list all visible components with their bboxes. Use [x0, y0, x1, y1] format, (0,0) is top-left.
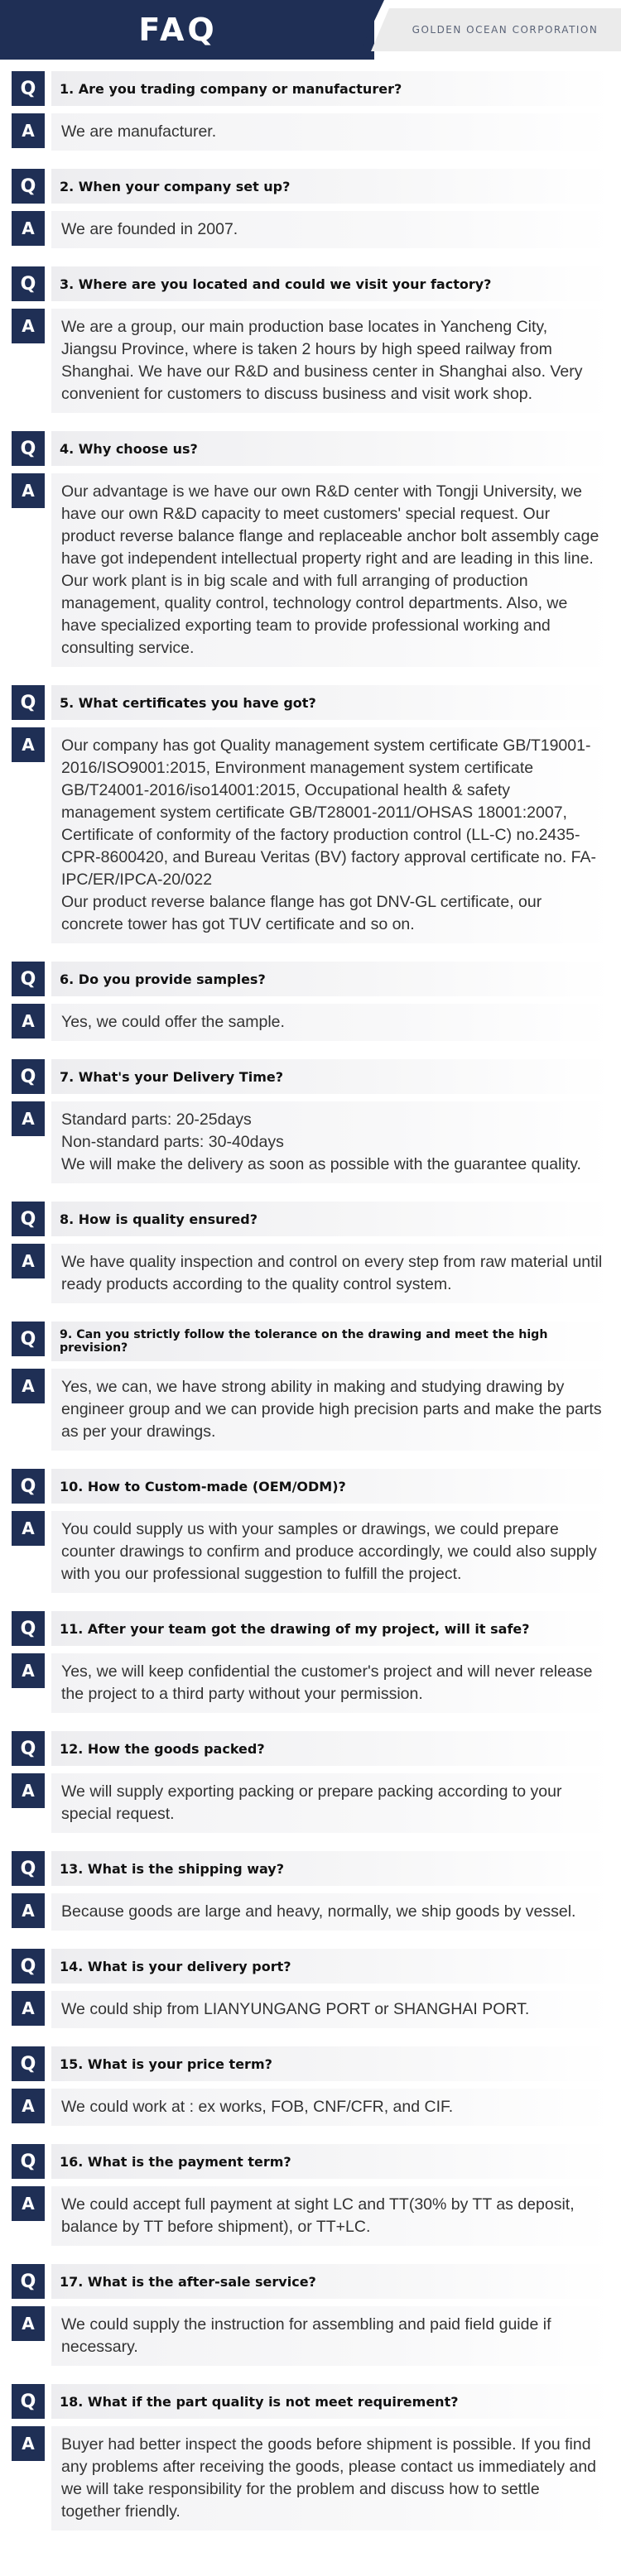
question-row [12, 1202, 613, 1236]
answer-text [51, 727, 613, 943]
answer-text [51, 1893, 613, 1931]
question-badge-icon: Q [12, 71, 45, 106]
faq-item [12, 685, 613, 943]
faq-header [0, 0, 621, 60]
faq-item [12, 431, 613, 667]
answer-line: Buyer had better inspect the goods before shipment is possible. If you find any problems after receiving the goods, please contact us immediately and we will take responsibility for the problem and discuss how to settle together friendly. [61, 2435, 597, 2521]
faq-item [12, 2144, 613, 2246]
question-text: 6. Do you provide samples? [51, 962, 613, 996]
question-text: 3. Where are you located and could we visit your factory? [51, 266, 613, 301]
answer-row [12, 2089, 613, 2126]
faq-item [12, 2384, 613, 2530]
answer-badge-icon: A [12, 2089, 45, 2123]
answer-line: Yes, we could offer the sample. [61, 1013, 285, 1031]
question-text: 12. How the goods packed? [51, 1731, 613, 1766]
question-text: 1. Are you trading company or manufacturer? [51, 71, 613, 106]
faq-item [12, 1059, 613, 1183]
answer-line: Yes, we can, we have strong ability in making and studying drawing by engineer group and we can provide high precision parts and make the parts as per your drawings. [61, 1378, 602, 1441]
question-row [12, 1949, 613, 1984]
question-row [12, 2046, 613, 2081]
answer-text [51, 473, 613, 667]
answer-row [12, 1991, 613, 2028]
answer-line: Our advantage is we have our own R&D center with Tongji University, we have our own R&D capacity to meet customers' special request. Our product reverse balance flange and replaceable anchor bolt assembly cage have got independent intellectual property right and are leading in this line. Our work plant is in big scale and with full arranging of production management, quality control, technology control departments. Also, we have specialized exporting team to provide professional working and consulting service. [61, 482, 599, 657]
answer-text [51, 1653, 613, 1713]
answer-badge-icon: A [12, 1511, 45, 1546]
faq-item [12, 1851, 613, 1931]
answer-row [12, 1511, 613, 1593]
answer-badge-icon: A [12, 1653, 45, 1688]
answer-text [51, 2426, 613, 2530]
question-badge-icon: Q [12, 2384, 45, 2419]
answer-badge-icon: A [12, 1369, 45, 1403]
answer-text [51, 2186, 613, 2246]
faq-item [12, 1611, 613, 1713]
answer-line: We could supply the instruction for assembling and paid field guide if necessary. [61, 2315, 551, 2356]
faq-item [12, 71, 613, 151]
faq-item [12, 1949, 613, 2028]
question-text: 11. After your team got the drawing of my project, will it safe? [51, 1611, 613, 1646]
answer-row [12, 2306, 613, 2366]
question-row [12, 1611, 613, 1646]
answer-badge-icon: A [12, 2306, 45, 2341]
question-row [12, 2144, 613, 2179]
answer-line: Non-standard parts: 30-40days [61, 1133, 284, 1151]
question-text: 9. Can you strictly follow the tolerance on the drawing and meet the high prevision? [51, 1322, 613, 1361]
answer-badge-icon: A [12, 309, 45, 343]
faq-item [12, 1322, 613, 1451]
question-badge-icon: Q [12, 1322, 45, 1356]
answer-text [51, 211, 613, 248]
question-row [12, 169, 613, 204]
question-badge-icon: Q [12, 1949, 45, 1984]
answer-row [12, 211, 613, 248]
faq-item [12, 1731, 613, 1833]
faq-item [12, 962, 613, 1041]
answer-line: We are a group, our main production base locates in Yancheng City, Jiangsu Province, where is taken 2 hours by high speed railway from Shanghai. We have our R&D and business center in Shanghai also. Very convenient for customers to discuss business and visit work shop. [61, 318, 583, 403]
question-row [12, 1851, 613, 1886]
question-badge-icon: Q [12, 1731, 45, 1766]
answer-text [51, 1244, 613, 1303]
answer-text [51, 2306, 613, 2366]
question-badge-icon: Q [12, 2144, 45, 2179]
answer-row [12, 1653, 613, 1713]
question-badge-icon: Q [12, 2264, 45, 2299]
question-row [12, 685, 613, 720]
answer-text [51, 309, 613, 413]
answer-text [51, 113, 613, 151]
answer-text [51, 1773, 613, 1833]
answer-text [51, 1991, 613, 2028]
faq-item [12, 2046, 613, 2126]
answer-line: You could supply us with your samples or drawings, we could prepare counter drawings to confirm and produce accordingly, we could also supply with you our professional suggestion to fulfill the project. [61, 1520, 597, 1583]
question-row [12, 2384, 613, 2419]
answer-line: Because goods are large and heavy, normally, we ship goods by vessel. [61, 1902, 576, 1921]
question-row [12, 1731, 613, 1766]
answer-line: We are founded in 2007. [61, 220, 238, 238]
header-gray-wedge [371, 8, 389, 51]
question-row [12, 1322, 613, 1361]
question-badge-icon: Q [12, 169, 45, 204]
question-text: 18. What if the part quality is not meet requirement? [51, 2384, 613, 2419]
question-badge-icon: Q [12, 2046, 45, 2081]
answer-text [51, 1511, 613, 1593]
faq-item [12, 169, 613, 248]
answer-row [12, 1244, 613, 1303]
question-badge-icon: Q [12, 1611, 45, 1646]
answer-text [51, 1369, 613, 1451]
answer-badge-icon: A [12, 727, 45, 762]
faq-item [12, 2264, 613, 2366]
question-badge-icon: Q [12, 1851, 45, 1886]
faq-list [0, 60, 621, 2565]
faq-item [12, 1469, 613, 1593]
question-row [12, 1469, 613, 1504]
question-row [12, 431, 613, 466]
answer-row [12, 1004, 613, 1041]
faq-item [12, 266, 613, 413]
answer-row [12, 1101, 613, 1183]
question-row [12, 266, 613, 301]
answer-text [51, 1004, 613, 1041]
question-text: 8. How is quality ensured? [51, 1202, 613, 1236]
answer-badge-icon: A [12, 2426, 45, 2461]
answer-badge-icon: A [12, 1101, 45, 1136]
question-badge-icon: Q [12, 685, 45, 720]
answer-text [51, 2089, 613, 2126]
question-text: 13. What is the shipping way? [51, 1851, 613, 1886]
answer-badge-icon: A [12, 473, 45, 508]
answer-row [12, 113, 613, 151]
answer-row [12, 2186, 613, 2246]
answer-badge-icon: A [12, 113, 45, 148]
answer-badge-icon: A [12, 211, 45, 246]
question-text: 17. What is the after-sale service? [51, 2264, 613, 2299]
answer-line: Standard parts: 20-25days [61, 1111, 252, 1129]
answer-row [12, 1773, 613, 1833]
answer-row [12, 727, 613, 943]
question-text: 10. How to Custom-made (OEM/ODM)? [51, 1469, 613, 1504]
question-text: 5. What certificates you have got? [51, 685, 613, 720]
question-text: 4. Why choose us? [51, 431, 613, 466]
question-badge-icon: Q [12, 1469, 45, 1504]
question-row [12, 71, 613, 106]
faq-item [12, 1202, 613, 1303]
answer-line: We are manufacturer. [61, 122, 217, 141]
answer-row [12, 473, 613, 667]
question-badge-icon: Q [12, 962, 45, 996]
question-text: 2. When your company set up? [51, 169, 613, 204]
answer-row [12, 1369, 613, 1451]
answer-line: We have quality inspection and control on every step from raw material until ready products according to the quality control system. [61, 1253, 603, 1293]
answer-badge-icon: A [12, 1244, 45, 1278]
answer-line: We will make the delivery as soon as possible with the guarantee quality. [61, 1155, 581, 1173]
answer-badge-icon: A [12, 2186, 45, 2221]
answer-line: Yes, we will keep confidential the customer's project and will never release the project to a third party without your permission. [61, 1662, 593, 1703]
answer-row [12, 2426, 613, 2530]
answer-line: Our product reverse balance flange has got DNV-GL certificate, our concrete tower has got TUV certificate and so on. [61, 893, 542, 933]
answer-line: We could work at : ex works, FOB, CNF/CFR, and CIF. [61, 2098, 454, 2116]
question-text: 14. What is your delivery port? [51, 1949, 613, 1984]
answer-badge-icon: A [12, 1004, 45, 1039]
question-badge-icon: Q [12, 1059, 45, 1094]
question-badge-icon: Q [12, 431, 45, 466]
question-badge-icon: Q [12, 266, 45, 301]
answer-badge-icon: A [12, 1773, 45, 1808]
answer-line: We could accept full payment at sight LC and TT(30% by TT as deposit, balance by TT before shipment), or TT+LC. [61, 2195, 575, 2236]
answer-text [51, 1101, 613, 1183]
question-row [12, 1059, 613, 1094]
answer-line: We could ship from LIANYUNGANG PORT or SHANGHAI PORT. [61, 2000, 530, 2018]
question-row [12, 962, 613, 996]
answer-line: We will supply exporting packing or prepare packing according to your special request. [61, 1782, 562, 1823]
answer-row [12, 309, 613, 413]
question-text: 15. What is your price term? [51, 2046, 613, 2081]
question-text: 7. What's your Delivery Time? [51, 1059, 613, 1094]
question-text: 16. What is the payment term? [51, 2144, 613, 2179]
company-name: GOLDEN OCEAN CORPORATION [412, 24, 599, 36]
page-title: FAQ [138, 12, 218, 48]
answer-row [12, 1893, 613, 1931]
answer-badge-icon: A [12, 1991, 45, 2026]
question-badge-icon: Q [12, 1202, 45, 1236]
answer-line: Our company has got Quality management system certificate GB/T19001-2016/ISO9001:2015, Environment management system certificate GB/T24001-2016/iso14001:2015, Occupational health & safety management system certificate GB/T28001-2011/OHSAS 18001:2007, Certificate of conformity of the factory production control (LL-C) no.2435-CPR-8600420, and Bureau Veritas (BV) factory approval certificate no. FA-IPC/ER/IPCA-20/022 [61, 736, 596, 889]
answer-badge-icon: A [12, 1893, 45, 1928]
question-row [12, 2264, 613, 2299]
